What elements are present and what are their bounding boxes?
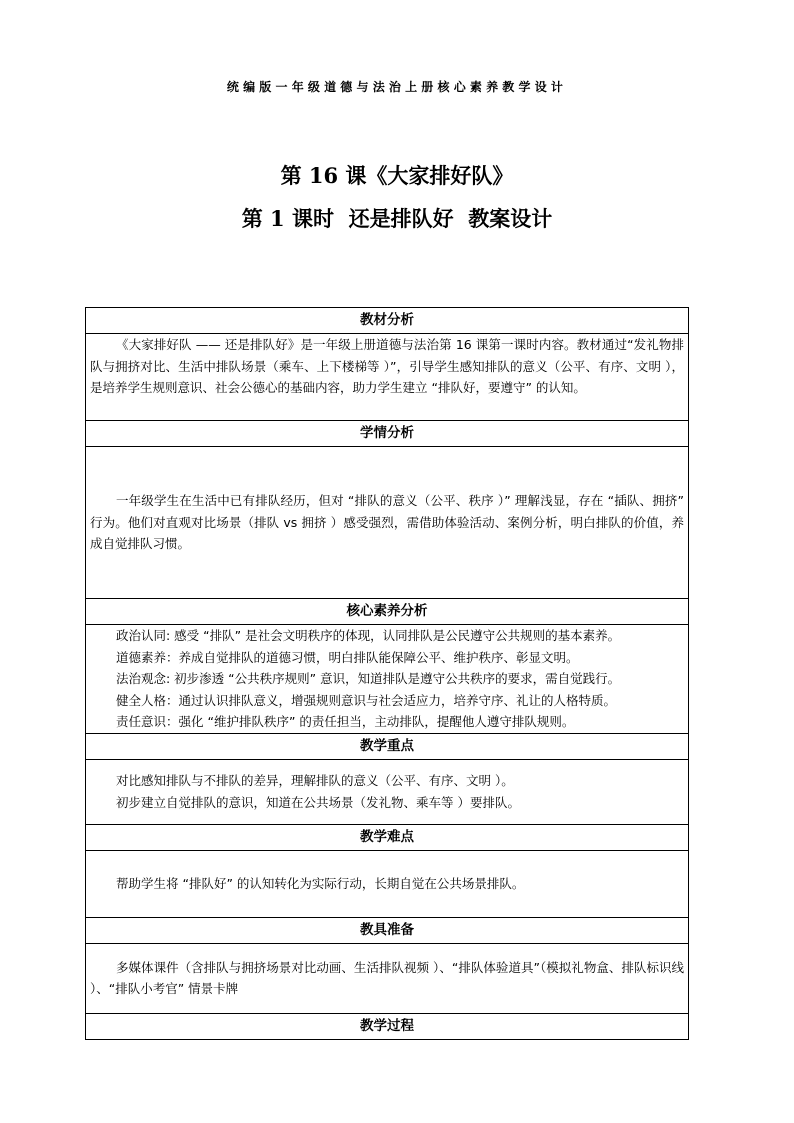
material-analysis-heading: 教材分析 <box>86 308 689 334</box>
section-heading-row <box>86 824 689 850</box>
teaching-aids-cell <box>86 943 689 1013</box>
literacy-line: 道德素养：养成自觉排队的道德习惯，明白排队能保障公平、维护秩序、彰显文明。 <box>116 649 579 665</box>
literacy-line: 法治观念: 初步渗透 “公共秩序规则” 意识，知道排队是遵守公共秩序的要求，需自觉践行。 <box>116 671 621 686</box>
key-points-heading: 教学重点 <box>86 733 689 759</box>
teaching-process-heading: 教学过程 <box>86 1013 689 1039</box>
lesson-title: 第 16 课《大家排好队》 <box>280 163 514 188</box>
student-analysis-cell <box>86 447 689 599</box>
student-analysis-heading: 学情分析 <box>86 421 689 447</box>
literacy-line: 健全人格：通过认识排队意义，增强规则意识与社会适应力，培养守序、礼让的人格特质。 <box>116 692 617 708</box>
section-heading-row <box>86 308 689 334</box>
section-heading-row <box>86 733 689 759</box>
lesson-subtitle: 第 1 课时 还是排队好 教案设计 <box>241 206 553 231</box>
section-heading-row <box>86 917 689 943</box>
key-point-line: 初步建立自觉排队的意识，知道在公共场景（发礼物、乘车等 ）要排队。 <box>116 794 520 810</box>
student-analysis-text: 一年级学生在生活中已有排队经历，但对 “排队的意义（公平、秩序 ）” 理解浅显，存在 “插队、拥挤” 行为。他们对直观对比场景（排队 vs 拥挤 ）感受强烈，需借助体验活动、案例分析，明白排队的价值，养成自觉排队习惯。 <box>90 493 684 552</box>
material-analysis-text: 《大家排好队 —— 还是排队好》是一年级上册道德与法治第 16 课第一课时内容。教材通过“发礼物排队与拥挤对比、生活中排队场景（乘车、上下楼梯等 ）”，引导学生感知排队的意义（公平、有序、文明 ），是培养学生规则意识、社会公德心的基础内容，助力学生建立 “排队好，要遵守” 的认知。 <box>90 337 684 395</box>
document-header: 统编版一年级道德与法治上册核心素养教学设计 <box>226 80 568 94</box>
section-heading-row <box>86 421 689 447</box>
key-points-cell <box>86 759 689 824</box>
difficulties-heading: 教学难点 <box>86 824 689 850</box>
section-heading-row <box>86 599 689 625</box>
teaching-aids-text: 多媒体课件（含排队与拥挤场景对比动画、生活排队视频 ）、“排队体验道具”（模拟礼物盒、排队标识线 ）、“排队小考官” 情景卡牌 <box>90 959 684 996</box>
difficulties-cell <box>86 850 689 917</box>
literacy-line: 责任意识：强化 “维护排队秩序” 的责任担当，主动排队，提醒他人遵守排队规则。 <box>116 714 575 729</box>
key-point-line: 对比感知排队与不排队的差异，理解排队的意义（公平、有序、文明 ）。 <box>116 773 514 788</box>
core-literacy-cell <box>86 625 689 734</box>
literacy-line: 政治认同: 感受 “排队” 是社会文明秩序的体现，认同排队是公民遵守公共规则的基本素养。 <box>116 628 621 643</box>
difficulties-text: 帮助学生将 “排队好” 的认知转化为实际行动，长期自觉在公共场景排队。 <box>116 875 525 891</box>
lesson-plan-table <box>85 307 689 1040</box>
core-literacy-heading: 核心素养分析 <box>86 599 689 625</box>
teaching-aids-heading: 教具准备 <box>86 917 689 943</box>
material-analysis-cell <box>86 334 689 421</box>
section-heading-row <box>86 1013 689 1039</box>
